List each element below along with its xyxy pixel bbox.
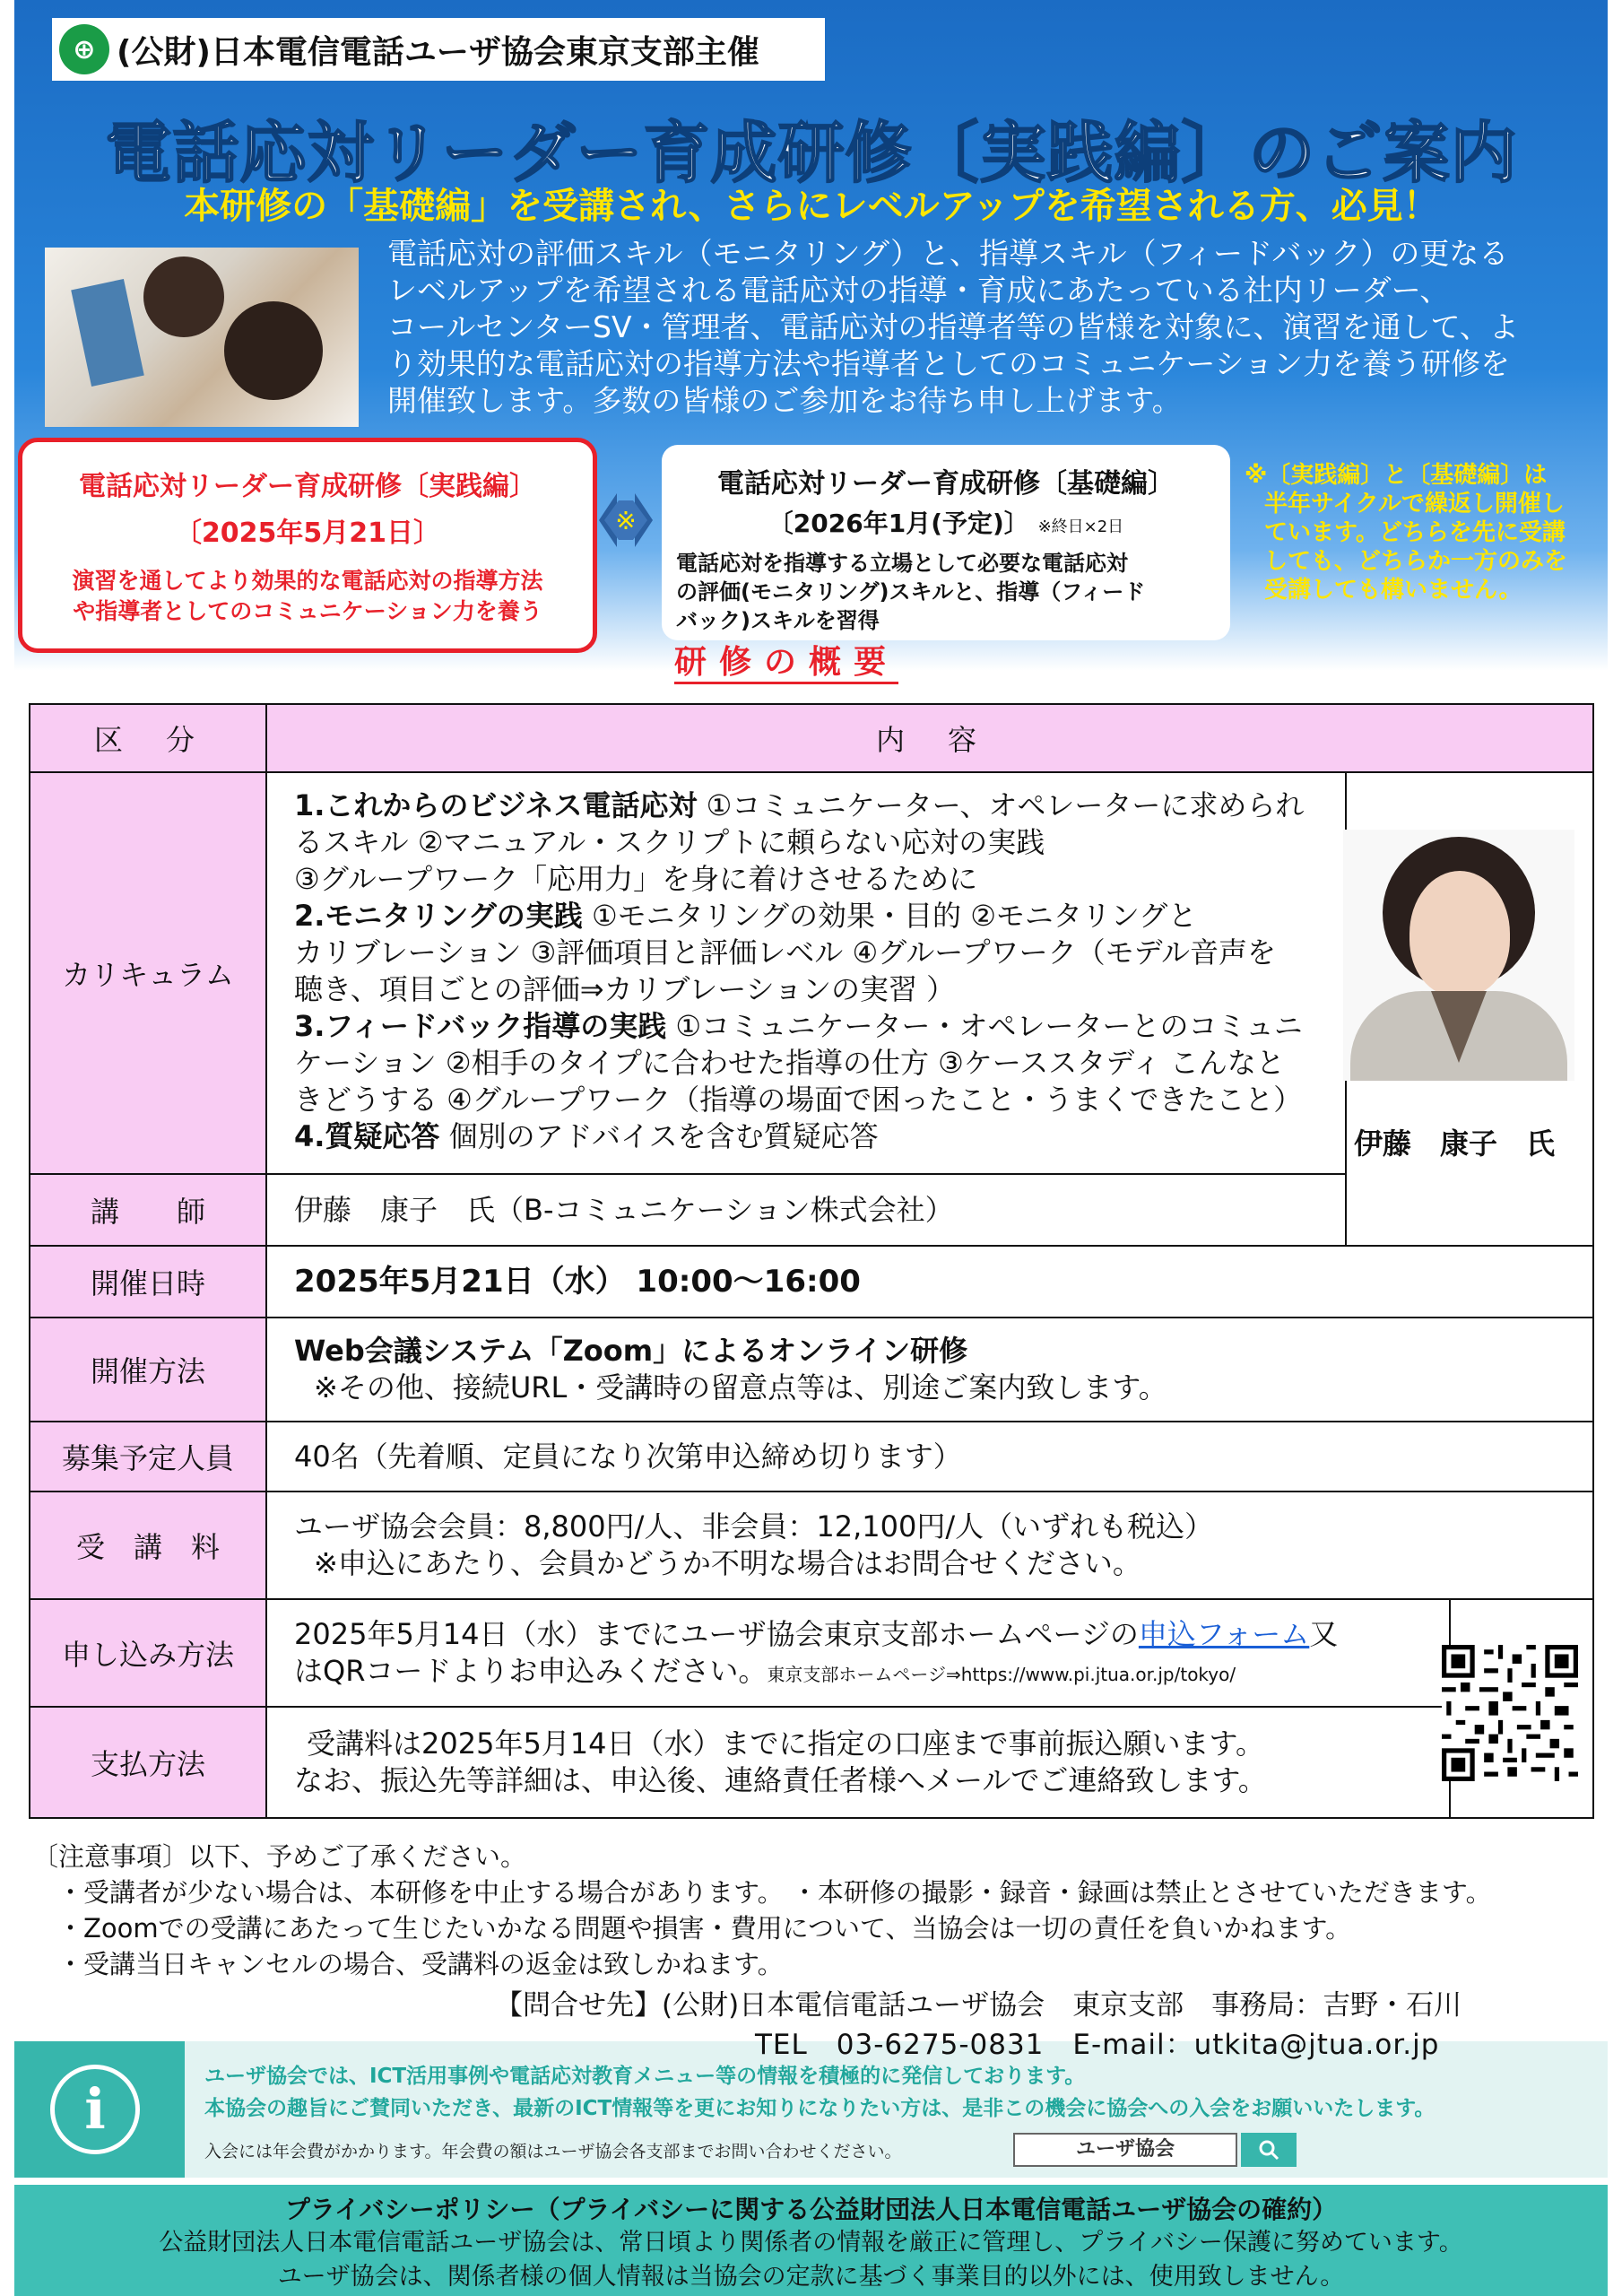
practice-card-date: 〔2025年5月21日〕 <box>174 517 441 549</box>
curriculum-text: ケーション ②相手のタイプに合わせた指導の仕方 ③ケーススタディ こんなと <box>294 1046 1285 1080</box>
search-button[interactable] <box>1241 2133 1297 2167</box>
datetime-label: 開催日時 <box>29 1245 267 1318</box>
privacy-policy <box>14 2185 1608 2296</box>
curriculum-text: 聴き、項目ごとの評価⇒カリブレーションの実習 ） <box>294 972 956 1006</box>
instructor-label: 講 師 <box>29 1173 267 1247</box>
curriculum-line <box>294 971 1345 1008</box>
person-head-shape <box>224 301 323 400</box>
contact-tel-email: TEL 03-6275-0831 E-mail：utkita@jtua.or.jp <box>755 2029 1440 2061</box>
apply-text: 又 <box>1309 1617 1339 1651</box>
curriculum-label: カリキュラム <box>29 771 267 1175</box>
capacity-label: 募集予定人員 <box>29 1421 267 1492</box>
person-head-shape <box>143 257 224 337</box>
payment-label: 支払方法 <box>29 1706 267 1819</box>
practice-card-desc-line: や指導者としてのコミュニケーション力を養う <box>73 598 542 624</box>
intro-text <box>387 235 1571 419</box>
curriculum-text: きどうする ④グループワーク（指導の場面で困ったこと・うまくできたこと） <box>294 1083 1303 1117</box>
basic-card-desc-line: の評価(モニタリング)スキルと、指導（フィード <box>676 579 1146 604</box>
curriculum-line <box>294 1082 1345 1118</box>
privacy-title: プライバシーポリシー（プライバシーに関する公益財団法人日本電信電話ユーザ協会の確約） <box>284 2195 1338 2224</box>
info-line: 入会には年会費がかかります。年会費の額はユーザ協会各支部までお問い合わせください。 <box>204 2142 902 2161</box>
practice-course-card <box>18 438 597 653</box>
fee-label: 受 講 料 <box>29 1491 267 1600</box>
curriculum-line <box>294 861 1345 898</box>
cycle-note-line: 半年サイクルで繰返し開催し <box>1264 491 1565 517</box>
apply-text: 2025年5月14日（水）までにユーザ協会東京支部ホームページの <box>294 1617 1139 1651</box>
practice-card-desc <box>22 566 593 627</box>
privacy-line: 公益財団法人日本電信電話ユーザ協会は、常日頃より関係者の情報を厳正に管理し、プライバシー保護に努めています。 <box>159 2229 1463 2257</box>
qr-code-icon[interactable] <box>1442 1645 1578 1781</box>
curriculum-heading: 2.モニタリングの実践 <box>294 899 583 933</box>
contact-info: 【問合せ先】(公財)日本電信電話ユーザ協会 東京支部 事務局：吉野・石川 <box>495 1989 1462 2022</box>
capacity-value: 40名（先着順、定員になり次第申込締め切ります） <box>265 1421 1594 1492</box>
intro-line: レベルアップを希望される電話応対の指導・育成にあたっている社内リーダー、 <box>387 273 1450 308</box>
curriculum-text: ①コミュニケーター・オペレーターとのコミュニ <box>666 1009 1303 1043</box>
payment-line: なお、振込先等詳細は、申込後、連絡責任者様へメールでご連絡致します。 <box>294 1763 1267 1797</box>
curriculum-text: カリブレーション ③評価項目と評価レベル ④グループワーク（モデル音声を <box>294 935 1277 970</box>
page-subtitle: 本研修の「基礎編」を受講され、さらにレベルアップを希望される方、必見！ <box>184 186 1439 227</box>
apply-text: はQRコードよりお申込みください。 <box>294 1654 768 1688</box>
fee-line: ユーザ協会会員：8,800円/人、非会員：12,100円/人（いずれも税込） <box>294 1509 1214 1544</box>
instructor-photo <box>1343 830 1574 1081</box>
note-item: ・Zoomでの受講にあたって生じたいかなる問題や損害・費用について、当協会は一切の責任を負いかねます。 <box>57 1913 1352 1944</box>
info-icon: i <box>50 2065 140 2154</box>
page-title: 電話応対リーダー育成研修〔実践編〕のご案内 <box>105 115 1518 192</box>
apply-label: 申し込み方法 <box>29 1598 267 1708</box>
table-header-category: 区 分 <box>29 703 267 773</box>
curriculum-text: ①コミュニケーター、オペレーターに求められ <box>697 788 1305 822</box>
note-item: ・受講者が少ない場合は、本研修を中止する場合があります。 ・本研修の撮影・録音・録画は禁止とさせていただきます。 <box>57 1877 1492 1908</box>
basic-card-date: 〔2026年1月(予定)〕 <box>768 509 1029 538</box>
instructor-value: 伊藤 康子 氏（B-コミュニケーション株式会社） <box>265 1173 1347 1247</box>
practice-card-title: 電話応対リーダー育成研修〔実践編〕 <box>79 471 536 502</box>
info-line: ユーザ協会では、ICT活用事例や電話応対教育メニュー等の情報を積極的に発信しております。 <box>204 2065 1086 2088</box>
homepage-url-text: 東京支部ホームページ⇒https://www.pi.jtua.or.jp/tokyo/ <box>767 1664 1236 1685</box>
practice-card-desc-line: 演習を通してより効果的な電話応対の指導方法 <box>72 568 543 594</box>
cycle-note-line: ※〔実践編〕と〔基礎編〕は <box>1245 462 1548 489</box>
cycle-note-line: 受講しても構いません。 <box>1264 577 1522 604</box>
curriculum-text: ③グループワーク「応用力」を身に着けさせるために <box>294 862 978 896</box>
cycle-note-line: しても、どちらか一方のみを <box>1264 548 1568 575</box>
overview-heading: 研修の概要 <box>674 644 898 684</box>
curriculum-line <box>294 1118 1345 1155</box>
payment-value <box>265 1706 1451 1819</box>
organizer-box <box>52 18 825 81</box>
payment-line: 受講料は2025年5月14日（水）までに指定の口座まで事前振込願います。 <box>307 1726 1264 1761</box>
intro-line: り効果的な電話応対の指導方法や指導者としてのコミュニケーション力を養う研修を <box>387 346 1511 381</box>
basic-course-card <box>662 445 1230 640</box>
curriculum-line <box>294 824 1345 861</box>
organizer-text: (公財)日本電信電話ユーザ協会東京支部主催 <box>117 33 759 71</box>
basic-card-desc-line: 電話応対を指導する立場として必要な電話応対 <box>676 551 1128 576</box>
curriculum-line <box>294 935 1345 971</box>
association-logo-icon: ⊕ <box>59 24 109 74</box>
method-line: Web会議システム「Zoom」によるオンライン研修 <box>294 1334 968 1368</box>
curriculum-line <box>294 787 1345 824</box>
basic-card-title: 電話応対リーダー育成研修〔基礎編〕 <box>717 468 1175 500</box>
info-icon-box <box>14 2041 185 2178</box>
arrow-mark-text: ※ <box>615 506 637 535</box>
intro-line: コールセンターSV・管理者、電話応対の指導者等の皆様を対象に、演習を通して、よ <box>387 309 1519 344</box>
note-item: ・受講当日キャンセルの場合、受講料の返金は致しかねます。 <box>57 1949 784 1979</box>
apply-line <box>294 1653 1449 1693</box>
apply-form-link[interactable]: 申込フォーム <box>1138 1617 1310 1651</box>
fee-line: ※申込にあたり、会員かどうか不明な場合はお問合せください。 <box>314 1546 1141 1580</box>
face-shape <box>1409 871 1510 996</box>
cycle-note <box>1245 461 1585 604</box>
curriculum-line <box>294 1008 1345 1045</box>
search-input[interactable]: ユーザ協会 <box>1013 2133 1237 2167</box>
curriculum-text: 個別のアドバイスを含む質疑応答 <box>439 1119 879 1153</box>
info-line: 本協会の趣旨にご賛同いただき、最新のICT情報等を更にお知りになりたい方は、是非この機会に協会への入会をお願いいたします。 <box>204 2097 1436 2120</box>
notes-section <box>32 1839 1592 1982</box>
clipboard-shape <box>71 279 144 387</box>
curriculum-heading: 3.フィードバック指導の実践 <box>294 1009 667 1043</box>
apply-line <box>294 1616 1449 1653</box>
instructor-photo-caption: 伊藤 康子 氏 <box>1354 1126 1556 1161</box>
curriculum-heading: 4.質疑応答 <box>294 1119 440 1153</box>
training-photo <box>45 248 359 427</box>
method-value <box>265 1317 1594 1422</box>
notes-heading: 〔注意事項〕以下、予めご了承ください。 <box>32 1841 527 1872</box>
fee-value <box>265 1491 1594 1600</box>
basic-card-date-note: ※終日×2日 <box>1037 517 1124 536</box>
basic-card-date-row <box>662 504 1230 540</box>
curriculum-text: ①モニタリングの効果・目的 ②モニタリングと <box>582 899 1197 933</box>
curriculum-line <box>294 1045 1345 1082</box>
intro-line: 電話応対の評価スキル（モニタリング）と、指導スキル（フィードバック）の更なる <box>387 236 1509 271</box>
cycle-note-line: ています。どちらを先に受講 <box>1264 519 1566 546</box>
basic-card-desc-line: バック)スキルを習得 <box>676 608 880 633</box>
curriculum-heading: 1.これからのビジネス電話応対 <box>294 788 698 822</box>
curriculum-text: るスキル ②マニュアル・スクリプトに頼らない応対の実践 <box>294 825 1045 859</box>
datetime-value: 2025年5月21日（水） 10:00〜16:00 <box>265 1245 1594 1318</box>
curriculum-line <box>294 898 1345 935</box>
curriculum-content <box>265 771 1347 1175</box>
intro-line: 開催致します。多数の皆様のご参加をお待ち申し上げます。 <box>387 383 1182 418</box>
basic-card-desc <box>676 549 1216 635</box>
table-header-content: 内 容 <box>265 703 1594 773</box>
privacy-line: ユーザ協会は、関係者様の個人情報は当協会の定款に基づく事業目的以外には、使用致しません。 <box>277 2263 1345 2291</box>
method-line: ※その他、接続URL・受講時の留意点等は、別途ご案内致します。 <box>314 1370 1167 1405</box>
search-icon <box>1257 2138 1280 2161</box>
double-arrow-icon <box>599 475 653 565</box>
apply-value <box>265 1598 1451 1708</box>
method-label: 開催方法 <box>29 1317 267 1422</box>
